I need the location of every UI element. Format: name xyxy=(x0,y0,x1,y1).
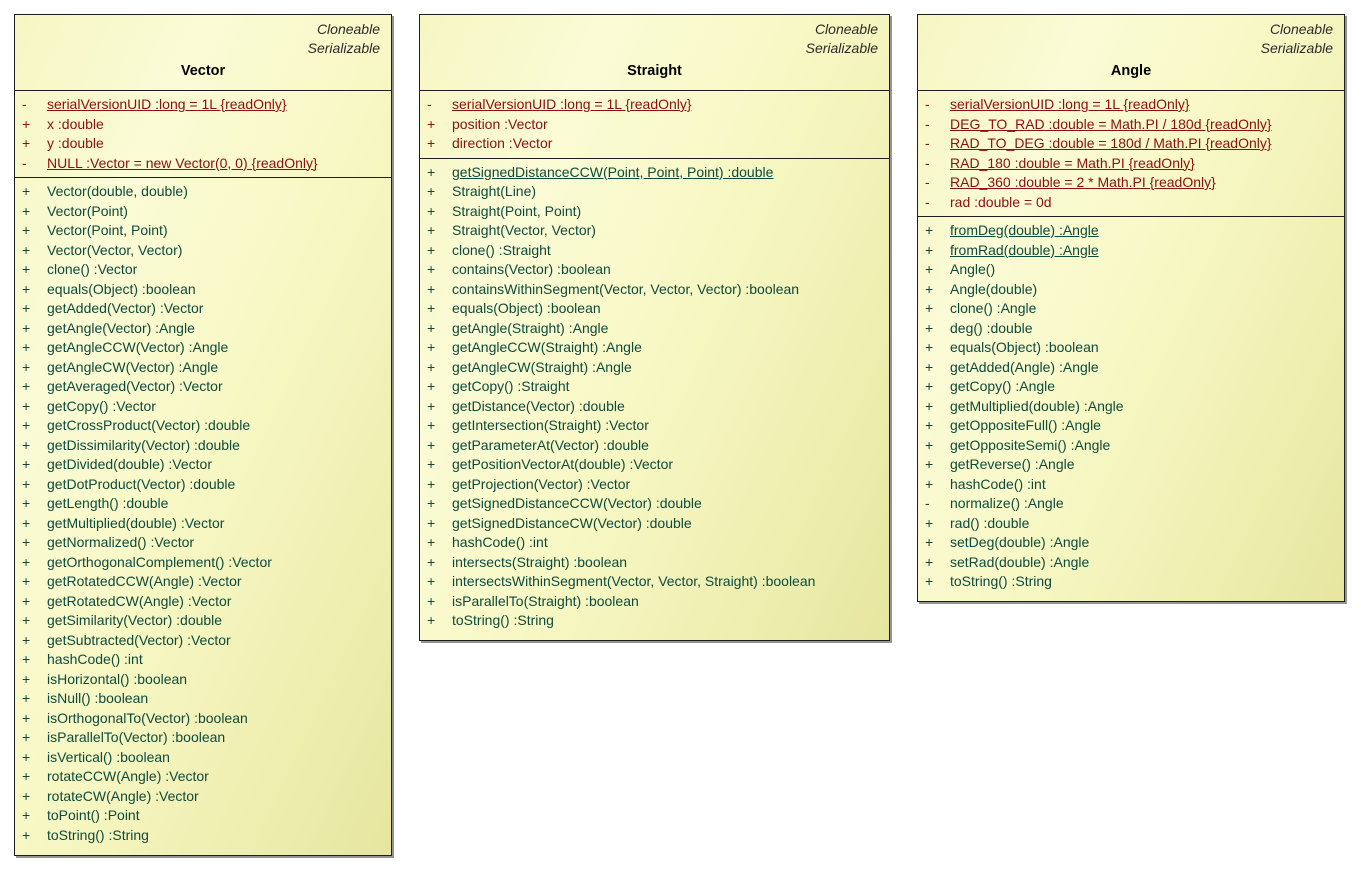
operation-text: getDistance(Vector) :double xyxy=(452,397,625,414)
class-header xyxy=(420,15,889,91)
attribute-row[interactable] xyxy=(918,173,1344,193)
visibility-marker: - xyxy=(925,193,930,210)
visibility-marker: - xyxy=(925,96,930,112)
visibility-marker: + xyxy=(22,397,31,414)
operation-row[interactable] xyxy=(918,319,1344,339)
visibility-marker: + xyxy=(427,573,436,589)
operation-row[interactable] xyxy=(420,202,889,222)
class-name: Angle xyxy=(1110,63,1152,79)
visibility-marker: + xyxy=(22,495,31,511)
visibility-marker: + xyxy=(22,241,31,258)
visibility-marker: + xyxy=(925,436,934,453)
operations-compartment xyxy=(420,159,889,635)
operation-row[interactable] xyxy=(420,455,889,475)
operation-text: getAngleCCW(Vector) :Angle xyxy=(47,339,229,355)
attribute-row[interactable] xyxy=(15,115,391,135)
operation-text: fromDeg(double) :Angle xyxy=(950,222,1099,238)
attribute-text: position :Vector xyxy=(452,115,548,132)
visibility-marker: + xyxy=(427,135,436,151)
attribute-row[interactable] xyxy=(420,134,889,154)
operation-row[interactable] xyxy=(420,319,889,339)
visibility-marker: + xyxy=(427,163,436,180)
operation-row[interactable] xyxy=(15,475,391,495)
visibility-marker: - xyxy=(22,96,27,112)
operation-text: intersects(Straight) :boolean xyxy=(452,553,628,570)
operation-row[interactable] xyxy=(420,553,889,573)
operation-text: isNull() :boolean xyxy=(47,690,149,706)
operation-row[interactable] xyxy=(420,280,889,300)
operation-text: hashCode() :int xyxy=(47,651,143,667)
stereotype: Cloneable xyxy=(316,21,380,37)
operation-text: getRotatedCCW(Angle) :Vector xyxy=(47,573,242,589)
attribute-text: serialVersionUID :long = 1L {readOnly} xyxy=(950,96,1190,112)
stereotype: Serializable xyxy=(1260,40,1333,56)
visibility-marker: + xyxy=(427,495,436,511)
operation-row[interactable] xyxy=(15,182,391,202)
visibility-marker: + xyxy=(22,280,31,297)
visibility-marker: + xyxy=(22,339,31,355)
stereotype: Cloneable xyxy=(814,21,878,37)
operation-row[interactable] xyxy=(918,377,1344,397)
operation-text: getAveraged(Vector) :Vector xyxy=(47,378,223,394)
operation-text: toPoint() :Point xyxy=(47,807,140,823)
visibility-marker: + xyxy=(427,534,436,550)
operation-text: contains(Vector) :boolean xyxy=(452,261,611,277)
operation-text: Straight(Line) xyxy=(452,183,537,199)
attribute-text: rad :double = 0d xyxy=(950,193,1052,210)
visibility-marker: + xyxy=(22,709,31,726)
operation-text: rotateCW(Angle) :Vector xyxy=(47,787,199,804)
operation-row[interactable] xyxy=(420,611,889,631)
visibility-marker: + xyxy=(22,183,31,199)
operation-text: getAdded(Vector) :Vector xyxy=(47,300,204,316)
operation-row[interactable] xyxy=(15,299,391,319)
visibility-marker: + xyxy=(22,670,31,687)
operation-text: rad() :double xyxy=(950,514,1030,531)
operation-text: rotateCCW(Angle) :Vector xyxy=(47,768,209,784)
attribute-row[interactable] xyxy=(918,95,1344,115)
operation-row[interactable] xyxy=(15,377,391,397)
visibility-marker: + xyxy=(427,241,436,258)
attribute-text: x :double xyxy=(47,115,104,132)
operation-text: getAngle(Vector) :Angle xyxy=(47,319,195,336)
attributes-compartment xyxy=(15,91,391,178)
operation-text: Straight(Vector, Vector) xyxy=(452,222,596,238)
visibility-marker: + xyxy=(22,573,31,589)
operation-row[interactable] xyxy=(918,553,1344,573)
operation-row[interactable] xyxy=(420,299,889,319)
visibility-marker: + xyxy=(427,280,436,297)
visibility-marker: + xyxy=(22,651,31,667)
attribute-text: NULL :Vector = new Vector(0, 0) {readOnly} xyxy=(47,154,318,171)
operation-text: toString() :String xyxy=(47,826,149,843)
operation-text: Angle(double) xyxy=(950,280,1038,297)
operation-text: getAngleCW(Straight) :Angle xyxy=(452,358,632,375)
operation-row[interactable] xyxy=(420,514,889,534)
operation-text: getOppositeSemi() :Angle xyxy=(950,436,1111,453)
operation-text: containsWithinSegment(Vector, Vector, Vector) :boolean xyxy=(452,280,800,297)
operation-text: isHorizontal() :boolean xyxy=(47,670,188,687)
class-straight[interactable] xyxy=(419,14,890,641)
visibility-marker: + xyxy=(925,222,934,238)
operation-text: isVertical() :boolean xyxy=(47,748,170,765)
attribute-text: serialVersionUID :long = 1L {readOnly} xyxy=(452,96,692,112)
operation-row[interactable] xyxy=(15,767,391,787)
operation-text: getParameterAt(Vector) :double xyxy=(452,436,649,453)
operation-row[interactable] xyxy=(420,182,889,202)
visibility-marker: + xyxy=(427,222,436,238)
visibility-marker: - xyxy=(22,154,27,171)
visibility-marker: + xyxy=(427,514,436,531)
visibility-marker: + xyxy=(22,222,31,238)
attribute-text: y :double xyxy=(47,135,104,151)
operation-row[interactable] xyxy=(918,572,1344,592)
visibility-marker: + xyxy=(427,436,436,453)
operation-row[interactable] xyxy=(15,631,391,651)
visibility-marker: + xyxy=(427,358,436,375)
operation-row[interactable] xyxy=(420,436,889,456)
visibility-marker: + xyxy=(22,261,31,277)
operation-row[interactable] xyxy=(15,572,391,592)
visibility-marker: + xyxy=(22,514,31,531)
operation-row[interactable] xyxy=(15,260,391,280)
attribute-text: RAD_360 :double = 2 * Math.PI {readOnly} xyxy=(950,174,1216,190)
visibility-marker: - xyxy=(427,96,432,112)
operation-row[interactable] xyxy=(918,436,1344,456)
operation-text: getLength() :double xyxy=(47,495,169,511)
operation-text: hashCode() :int xyxy=(452,534,548,550)
operation-text: getDissimilarity(Vector) :double xyxy=(47,436,240,453)
operation-row[interactable] xyxy=(15,728,391,748)
visibility-marker: + xyxy=(22,534,31,550)
operation-row[interactable] xyxy=(420,221,889,241)
operation-row[interactable] xyxy=(15,689,391,709)
operations-compartment xyxy=(918,217,1344,596)
visibility-marker: + xyxy=(427,475,436,492)
visibility-marker: + xyxy=(925,417,934,433)
operation-text: deg() :double xyxy=(950,319,1033,336)
operation-text: getRotatedCW(Angle) :Vector xyxy=(47,592,232,609)
operation-row[interactable] xyxy=(15,611,391,631)
operation-text: getOppositeFull() :Angle xyxy=(950,417,1101,433)
operation-text: Vector(double, double) xyxy=(47,183,188,199)
visibility-marker: + xyxy=(427,202,436,219)
attribute-text: direction :Vector xyxy=(452,135,553,151)
attribute-text: serialVersionUID :long = 1L {readOnly} xyxy=(47,96,287,112)
visibility-marker: + xyxy=(427,612,436,628)
visibility-marker: + xyxy=(925,319,934,336)
visibility-marker: + xyxy=(427,300,436,316)
visibility-marker: + xyxy=(427,378,436,394)
operation-row[interactable] xyxy=(15,241,391,261)
operation-text: equals(Object) :boolean xyxy=(47,280,196,297)
operation-text: getDotProduct(Vector) :double xyxy=(47,475,236,492)
visibility-marker: + xyxy=(22,807,31,823)
operation-row[interactable] xyxy=(918,475,1344,495)
class-header xyxy=(918,15,1344,91)
visibility-marker: - xyxy=(925,115,930,132)
visibility-marker: + xyxy=(925,261,934,277)
operation-row[interactable] xyxy=(420,592,889,612)
class-header xyxy=(15,15,391,91)
operation-row[interactable] xyxy=(15,280,391,300)
operation-text: getCopy() :Angle xyxy=(950,378,1056,394)
attribute-text: DEG_TO_RAD :double = Math.PI / 180d {readOnly} xyxy=(950,115,1272,132)
operation-text: getCopy() :Straight xyxy=(452,378,570,394)
operation-text: Vector(Point, Point) xyxy=(47,222,168,238)
visibility-marker: + xyxy=(22,202,31,219)
visibility-marker: + xyxy=(22,475,31,492)
attribute-row[interactable] xyxy=(918,134,1344,154)
visibility-marker: + xyxy=(925,280,934,297)
operation-row[interactable] xyxy=(15,806,391,826)
operation-row[interactable] xyxy=(15,592,391,612)
operation-text: getIntersection(Straight) :Vector xyxy=(452,417,649,433)
operation-text: getSignedDistanceCCW(Point, Point, Point) :double xyxy=(452,163,774,180)
operation-row[interactable] xyxy=(15,709,391,729)
visibility-marker: + xyxy=(427,183,436,199)
attribute-row[interactable] xyxy=(420,95,889,115)
operation-text: getReverse() :Angle xyxy=(950,456,1075,472)
visibility-marker: + xyxy=(427,319,436,336)
operation-row[interactable] xyxy=(15,397,391,417)
operation-row[interactable] xyxy=(918,494,1344,514)
operation-row[interactable] xyxy=(15,670,391,690)
operation-text: toString() :String xyxy=(452,612,554,628)
operation-text: getDivided(double) :Vector xyxy=(47,456,212,472)
operation-text: equals(Object) :boolean xyxy=(452,300,601,316)
operation-row[interactable] xyxy=(918,416,1344,436)
operation-text: clone() :Straight xyxy=(452,241,551,258)
operation-row[interactable] xyxy=(15,514,391,534)
operation-text: getAngleCCW(Straight) :Angle xyxy=(452,339,642,355)
visibility-marker: + xyxy=(22,358,31,375)
visibility-marker: + xyxy=(22,553,31,570)
class-name: Vector xyxy=(180,63,226,79)
operation-row[interactable] xyxy=(918,338,1344,358)
operation-text: getNormalized() :Vector xyxy=(47,534,195,550)
operation-row[interactable] xyxy=(918,358,1344,378)
operation-row[interactable] xyxy=(15,221,391,241)
visibility-marker: + xyxy=(22,768,31,784)
visibility-marker: - xyxy=(925,135,930,151)
operation-row[interactable] xyxy=(15,202,391,222)
attributes-compartment xyxy=(420,91,889,159)
class-vector[interactable] xyxy=(14,14,392,856)
operation-text: clone() :Angle xyxy=(950,300,1037,316)
operation-text: getCrossProduct(Vector) :double xyxy=(47,417,251,433)
operation-row[interactable] xyxy=(918,221,1344,241)
operation-row[interactable] xyxy=(15,436,391,456)
attribute-text: RAD_TO_DEG :double = 180d / Math.PI {readOnly} xyxy=(950,135,1272,151)
attribute-row[interactable] xyxy=(15,95,391,115)
visibility-marker: - xyxy=(925,495,930,511)
visibility-marker: + xyxy=(22,115,31,132)
operation-text: isParallelTo(Vector) :boolean xyxy=(47,729,226,745)
operation-row[interactable] xyxy=(420,241,889,261)
operation-text: getCopy() :Vector xyxy=(47,397,156,414)
visibility-marker: + xyxy=(22,456,31,472)
visibility-marker: + xyxy=(22,417,31,433)
operation-row[interactable] xyxy=(420,416,889,436)
visibility-marker: + xyxy=(427,456,436,472)
operation-row[interactable] xyxy=(420,475,889,495)
visibility-marker: + xyxy=(22,592,31,609)
operation-text: equals(Object) :boolean xyxy=(950,339,1099,355)
attribute-row[interactable] xyxy=(15,134,391,154)
operation-text: getSignedDistanceCW(Vector) :double xyxy=(452,514,692,531)
operation-text: toString() :String xyxy=(950,573,1052,589)
visibility-marker: + xyxy=(925,573,934,589)
visibility-marker: + xyxy=(925,339,934,355)
visibility-marker: - xyxy=(925,154,930,171)
visibility-marker: + xyxy=(925,553,934,570)
operation-row[interactable] xyxy=(918,533,1344,553)
attribute-row[interactable] xyxy=(420,115,889,135)
visibility-marker: - xyxy=(925,174,930,190)
class-name: Straight xyxy=(627,63,682,79)
operation-row[interactable] xyxy=(15,826,391,846)
operation-row[interactable] xyxy=(15,787,391,807)
operation-text: hashCode() :int xyxy=(950,475,1046,492)
visibility-marker: + xyxy=(925,475,934,492)
visibility-marker: + xyxy=(427,417,436,433)
operation-row[interactable] xyxy=(420,572,889,592)
operation-text: getSubtracted(Vector) :Vector xyxy=(47,631,231,648)
operation-text: clone() :Vector xyxy=(47,261,138,277)
operation-text: intersectsWithinSegment(Vector, Vector, Straight) :boolean xyxy=(452,573,816,589)
operation-row[interactable] xyxy=(15,319,391,339)
visibility-marker: + xyxy=(925,514,934,531)
visibility-marker: + xyxy=(925,358,934,375)
visibility-marker: + xyxy=(427,339,436,355)
visibility-marker: + xyxy=(22,826,31,843)
operation-row[interactable] xyxy=(420,377,889,397)
visibility-marker: + xyxy=(22,748,31,765)
operation-row[interactable] xyxy=(918,397,1344,417)
operation-text: getSimilarity(Vector) :double xyxy=(47,612,223,628)
operation-row[interactable] xyxy=(918,241,1344,261)
operation-row[interactable] xyxy=(15,494,391,514)
operations-compartment xyxy=(15,178,391,849)
operation-text: fromRad(double) :Angle xyxy=(950,241,1099,258)
operation-row[interactable] xyxy=(15,533,391,553)
operation-row[interactable] xyxy=(918,299,1344,319)
visibility-marker: + xyxy=(427,592,436,609)
visibility-marker: + xyxy=(427,553,436,570)
operation-text: getOrthogonalComplement() :Vector xyxy=(47,553,272,570)
operation-row[interactable] xyxy=(420,494,889,514)
visibility-marker: + xyxy=(22,300,31,316)
visibility-marker: + xyxy=(925,397,934,414)
stereotype: Cloneable xyxy=(1269,21,1333,37)
attribute-row[interactable] xyxy=(15,154,391,174)
visibility-marker: + xyxy=(22,135,31,151)
operation-row[interactable] xyxy=(918,514,1344,534)
operation-text: Vector(Vector, Vector) xyxy=(47,241,183,258)
operation-row[interactable] xyxy=(918,280,1344,300)
operation-row[interactable] xyxy=(15,455,391,475)
visibility-marker: + xyxy=(22,729,31,745)
operation-text: setDeg(double) :Angle xyxy=(950,534,1090,550)
class-angle[interactable] xyxy=(917,14,1345,602)
operation-row[interactable] xyxy=(420,533,889,553)
operation-text: getPositionVectorAt(double) :Vector xyxy=(452,456,674,472)
attribute-row[interactable] xyxy=(918,193,1344,213)
operation-row[interactable] xyxy=(420,260,889,280)
operation-text: getAngleCW(Vector) :Angle xyxy=(47,358,219,375)
operation-row[interactable] xyxy=(918,455,1344,475)
operation-row[interactable] xyxy=(420,397,889,417)
stereotype: Serializable xyxy=(805,40,878,56)
visibility-marker: + xyxy=(22,378,31,394)
visibility-marker: + xyxy=(925,241,934,258)
operation-text: getProjection(Vector) :Vector xyxy=(452,475,631,492)
operation-text: getMultiplied(double) :Vector xyxy=(47,514,225,531)
operation-text: Angle() xyxy=(950,261,996,277)
operation-text: normalize() :Angle xyxy=(950,495,1064,511)
attribute-row[interactable] xyxy=(918,115,1344,135)
operation-row[interactable] xyxy=(15,553,391,573)
visibility-marker: + xyxy=(22,631,31,648)
visibility-marker: + xyxy=(427,261,436,277)
visibility-marker: + xyxy=(925,534,934,550)
operation-text: getMultiplied(double) :Angle xyxy=(950,397,1124,414)
operation-row[interactable] xyxy=(15,338,391,358)
operation-row[interactable] xyxy=(15,416,391,436)
attribute-text: RAD_180 :double = Math.PI {readOnly} xyxy=(950,154,1195,171)
visibility-marker: + xyxy=(427,397,436,414)
operation-text: getSignedDistanceCCW(Vector) :double xyxy=(452,495,702,511)
operation-text: isParallelTo(Straight) :boolean xyxy=(452,592,639,609)
attributes-compartment xyxy=(918,91,1344,217)
visibility-marker: + xyxy=(925,378,934,394)
operation-row[interactable] xyxy=(15,358,391,378)
visibility-marker: + xyxy=(22,787,31,804)
visibility-marker: + xyxy=(925,300,934,316)
visibility-marker: + xyxy=(22,690,31,706)
visibility-marker: + xyxy=(22,436,31,453)
operation-text: getAngle(Straight) :Angle xyxy=(452,319,609,336)
visibility-marker: + xyxy=(427,115,436,132)
operation-text: getAdded(Angle) :Angle xyxy=(950,358,1099,375)
operation-text: setRad(double) :Angle xyxy=(950,553,1090,570)
operation-row[interactable] xyxy=(420,163,889,183)
operation-row[interactable] xyxy=(15,748,391,768)
operation-text: Straight(Point, Point) xyxy=(452,202,582,219)
operation-text: isOrthogonalTo(Vector) :boolean xyxy=(47,709,248,726)
visibility-marker: + xyxy=(925,456,934,472)
operation-row[interactable] xyxy=(420,338,889,358)
stereotype: Serializable xyxy=(307,40,380,56)
attribute-row[interactable] xyxy=(918,154,1344,174)
visibility-marker: + xyxy=(22,612,31,628)
operation-row[interactable] xyxy=(15,650,391,670)
operation-row[interactable] xyxy=(918,260,1344,280)
operation-row[interactable] xyxy=(420,358,889,378)
visibility-marker: + xyxy=(22,319,31,336)
operation-text: Vector(Point) xyxy=(47,202,128,219)
